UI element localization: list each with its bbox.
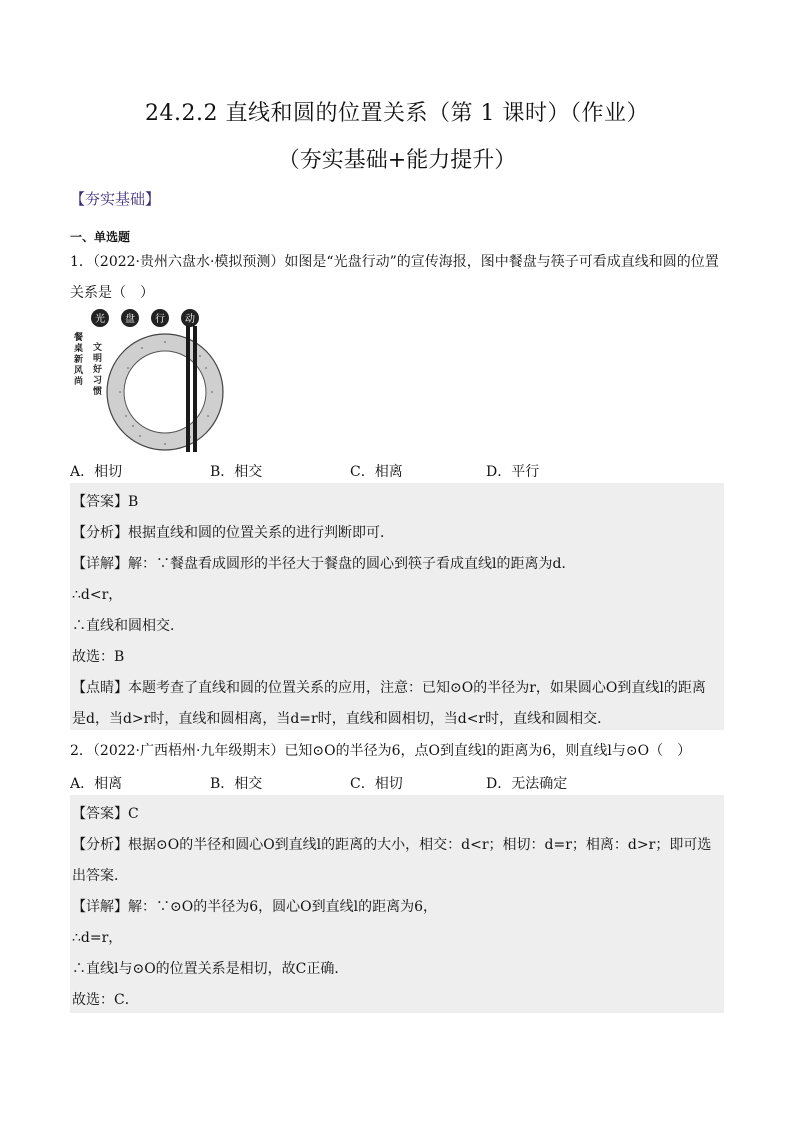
- q2-step1: ∴d=r，: [72, 930, 123, 946]
- document-subtitle: （夯实基础+能力提升）: [277, 148, 517, 173]
- q1-option-d: D．平行: [486, 464, 540, 480]
- q1-step2: ∴直线和圆相交．: [72, 618, 184, 634]
- q1-step1: ∴d<r，: [72, 587, 123, 603]
- poster-right-slogan: 文明好习惯: [91, 342, 101, 397]
- q1-solution-block: [70, 483, 724, 730]
- q1-option-a: A．相切: [70, 464, 123, 480]
- q1-option-c: C．相离: [350, 464, 403, 480]
- q1-stem-line2: 关系是（ ）: [70, 285, 154, 301]
- section-label: 【夯实基础】: [70, 190, 161, 208]
- q2-option-a: A．相离: [70, 776, 123, 792]
- q1-choose: 故选：B: [72, 649, 125, 665]
- question-type-heading: 一、单选题: [70, 230, 131, 244]
- q1-stem-line1: 1．（2022·贵州六盘水·模拟预测）如图是“光盘行动”的宣传海报，图中餐盘与筷子可看成直线和圆的位置: [70, 254, 719, 270]
- q2-options: [70, 773, 724, 793]
- plate: [107, 334, 223, 450]
- plate-chopsticks-poster: [68, 306, 238, 456]
- poster-char-badges: [91, 309, 199, 327]
- q2-option-b: B．相交: [210, 776, 263, 792]
- q2-analysis-line2: 出答案．: [72, 868, 128, 884]
- q2-step2: ∴直线l与⊙O的位置关系是相切，故C正确．: [72, 961, 349, 977]
- q1-analysis: 【分析】根据直线和圆的位置关系的进行判断即可．: [72, 525, 394, 541]
- document-title: 24.2.2 直线和圆的位置关系（第 1 课时）（作业）: [145, 101, 649, 126]
- q2-detail: 【详解】解：∵⊙O的半径为6，圆心O到直线l的距离为6，: [72, 899, 437, 915]
- q2-answer: 【答案】C: [72, 806, 139, 822]
- q2-option-d: D．无法确定: [486, 776, 568, 792]
- q2-analysis-line1: 【分析】根据⊙O的半径和圆心O到直线l的距离的大小，相交：d<r；相切：d=r；相离：d>r；即可选: [72, 837, 712, 853]
- q1-answer: 【答案】B: [72, 494, 139, 510]
- poster-left-slogan: 餐桌新风尚: [72, 332, 82, 387]
- poster-char-3: 行: [155, 314, 165, 325]
- q1-comment-line1: 【点睛】本题考查了直线和圆的位置关系的应用，注意：已知⊙O的半径为r，如果圆心O到直线l的距离: [72, 680, 706, 696]
- poster-char-1: 光: [95, 314, 105, 325]
- q2-option-c: C．相切: [350, 776, 403, 792]
- q1-option-b: B．相交: [210, 464, 263, 480]
- poster-char-2: 盘: [125, 314, 135, 325]
- q1-detail: 【详解】解：∵餐盘看成圆形的半径大于餐盘的圆心到筷子看成直线l的距离为d.: [72, 556, 566, 572]
- q1-comment-line2: 是d，当d>r时，直线和圆相离，当d=r时，直线和圆相切，当d<r时，直线和圆相交．: [72, 711, 612, 727]
- q1-options: [70, 461, 724, 481]
- q2-stem: 2．（2022·广西梧州·九年级期末）已知⊙O的半径为6，点O到直线l的距离为6，则直线l与⊙O（ ）: [70, 743, 692, 759]
- q2-choose: 故选：C．: [72, 992, 139, 1008]
- q2-solution-block: [70, 795, 724, 1013]
- poster-char-4: 动: [185, 314, 195, 325]
